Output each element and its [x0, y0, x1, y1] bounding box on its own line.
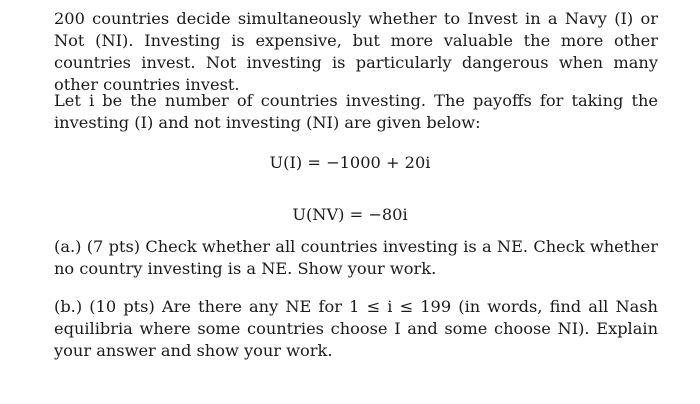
intro-paragraph: 200 countries decide simultaneously whether to Invest in a Navy (I) or Not (NI). Investing is expensive, but more valuable the more other countries invest. Not investing is particularly dangerous when many other countries invest. [54, 9, 658, 94]
equation-invest: U(I) = −1000 + 20i [269, 153, 431, 172]
equation-not-invest: U(NV) = −80i [292, 205, 408, 224]
payoff-intro-paragraph: Let i be the number of countries investing. The payoffs for taking the investing (I) and not investing (NI) are given below: [54, 91, 658, 132]
question-a: (a.) (7 pts) Check whether all countries investing is a NE. Check whether no country investing is a NE. Show your work. [54, 237, 658, 278]
question-b: (b.) (10 pts) Are there any NE for 1 ≤ i ≤ 199 (in words, find all Nash equilibria where some countries choose I and some choose NI). Explain your answer and show your work. [54, 297, 658, 360]
